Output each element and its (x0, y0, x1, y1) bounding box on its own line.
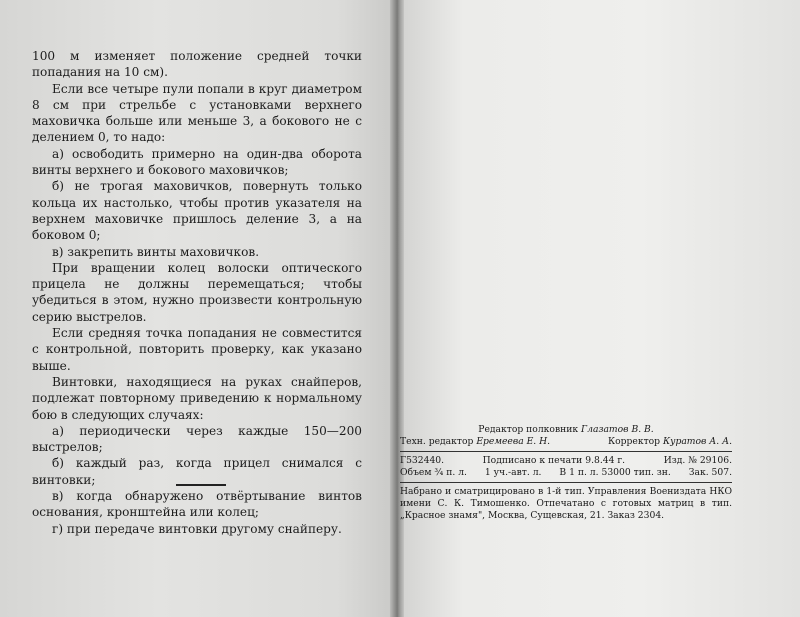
tech-editor-line (400, 436, 732, 448)
corrector-label: Корректор (607, 436, 661, 448)
paragraph: Если средняя точка попадания не совместится с контрольной, повторить проверку, как указано выше. (32, 326, 362, 373)
author-sheets: 1 уч.-авт. л. (484, 467, 542, 479)
editor-name: Глазатов В. В. (581, 424, 654, 435)
section-end-rule (176, 484, 226, 486)
chars-per-sheet: В 1 п. л. 53000 тип. зн. (559, 467, 671, 479)
left-page-text (32, 48, 362, 537)
editor-line (400, 424, 732, 436)
print-code: Г532440. (400, 454, 445, 466)
right-page (404, 0, 800, 617)
paragraph: Если все четыре пули попали в круг диаметром 8 см при стрельбе с установками верхнего маховичка больше или меньше 3, а бокового не с делением 0, то надо: (32, 81, 362, 145)
tech-editor-label: Техн. редактор (400, 436, 474, 448)
list-item: а) периодически через каждые 150—200 выстрелов; (32, 423, 362, 455)
corrector (608, 436, 732, 448)
list-item: б) каждый раз, когда прицел снимался с винтовки; (32, 456, 362, 487)
list-item: в) закрепить винты маховичков. (52, 244, 260, 259)
tech-editor-name: Еремеева Е. Н. (476, 436, 551, 448)
divider (400, 482, 732, 483)
typesetting-note: Набрано и сматрицировано в 1-й тип. Управления Воениздата НКО имени С. К. Тимошенко. Отпечатано с готовых матриц в тип. „Красное знамя", Москва, Сущевская, 21. Заказ 2304. (400, 485, 732, 522)
list-item: а) освободить примерно на один-два оборота винты верхнего и бокового маховичков; (32, 146, 362, 178)
list-item: г) при передаче винтовки другому снайперу. (52, 521, 342, 536)
left-page (0, 0, 396, 617)
corrector-name: Куратов А. А. (663, 436, 732, 448)
print-info-row-1 (400, 455, 732, 467)
order-number: Зак. 507. (688, 467, 732, 479)
colophon (400, 424, 732, 523)
list-item: б) не трогая маховичков, повернуть только кольца их настолько, чтобы против указателя на верхнем маховичке пришлось деление 3, а на боковом 0; (32, 179, 362, 243)
paragraph: При вращении колец волоски оптического прицела не должны перемещаться; чтобы убедиться в этом, нужно произвести контрольную серию выстрелов. (32, 260, 362, 324)
list-item: в) когда обнаружено отвёртывание винтов основания, кронштейна или колец; (32, 489, 362, 520)
volume: Объем ¾ п. л. (400, 467, 467, 479)
tech-editor (400, 436, 550, 448)
divider (400, 451, 732, 452)
paragraph: 100 м изменяет положение средней точки попадания на 10 см). (32, 49, 362, 80)
publication-number: Изд. № 29106. (663, 454, 732, 466)
editor-label: Редактор полковник (478, 424, 579, 435)
print-info-row-2 (400, 467, 732, 479)
paragraph: Винтовки, находящиеся на руках снайперов, подлежат повторному приведению к нормальному бою в следующих случаях: (32, 374, 362, 422)
signed-date: Подписано к печати 9.8.44 г. (482, 454, 626, 466)
